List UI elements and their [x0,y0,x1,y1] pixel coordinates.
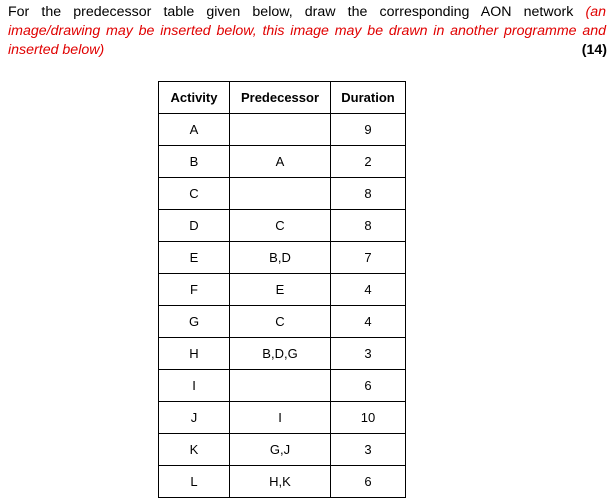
predecessor-table [158,81,406,498]
cell-activity: J [159,402,230,434]
table-row [159,306,406,338]
cell-activity: I [159,370,230,402]
cell-duration: 4 [331,274,406,306]
cell-activity: A [159,114,230,146]
cell-duration: 2 [331,146,406,178]
table-body [159,114,406,498]
cell-predecessor [230,178,331,210]
header-duration: Duration [331,82,406,114]
cell-activity: C [159,178,230,210]
cell-activity: E [159,242,230,274]
cell-activity: L [159,466,230,498]
question-marks: (14) [581,42,607,58]
cell-activity: D [159,210,230,242]
cell-predecessor: B,D,G [230,338,331,370]
cell-predecessor: C [230,306,331,338]
table-row [159,178,406,210]
cell-duration: 10 [331,402,406,434]
question-note: (an image/drawing may be inserted below, this image may be drawn in another programme and inserted below) [8,4,606,58]
cell-activity: F [159,274,230,306]
header-activity: Activity [159,82,230,114]
table-row [159,146,406,178]
header-predecessor: Predecessor [230,82,331,114]
cell-predecessor: I [230,402,331,434]
cell-duration: 8 [331,210,406,242]
cell-duration: 6 [331,370,406,402]
question-instruction: For the predecessor table given below, draw the corresponding AON network [8,4,574,20]
cell-predecessor: C [230,210,331,242]
table-row [159,434,406,466]
cell-duration: 7 [331,242,406,274]
cell-duration: 4 [331,306,406,338]
cell-predecessor: B,D [230,242,331,274]
table-row [159,466,406,498]
table-row [159,370,406,402]
question-text [8,3,606,60]
table-row [159,338,406,370]
cell-predecessor: H,K [230,466,331,498]
cell-duration: 8 [331,178,406,210]
cell-duration: 3 [331,434,406,466]
table-row [159,274,406,306]
cell-predecessor [230,114,331,146]
cell-activity: H [159,338,230,370]
table-row [159,210,406,242]
cell-activity: B [159,146,230,178]
table-row [159,402,406,434]
cell-duration: 3 [331,338,406,370]
cell-predecessor: G,J [230,434,331,466]
cell-predecessor: A [230,146,331,178]
table-row [159,242,406,274]
cell-duration: 6 [331,466,406,498]
cell-activity: G [159,306,230,338]
cell-predecessor [230,370,331,402]
table-row [159,114,406,146]
cell-predecessor: E [230,274,331,306]
cell-duration: 9 [331,114,406,146]
cell-activity: K [159,434,230,466]
table-header-row [159,82,406,114]
